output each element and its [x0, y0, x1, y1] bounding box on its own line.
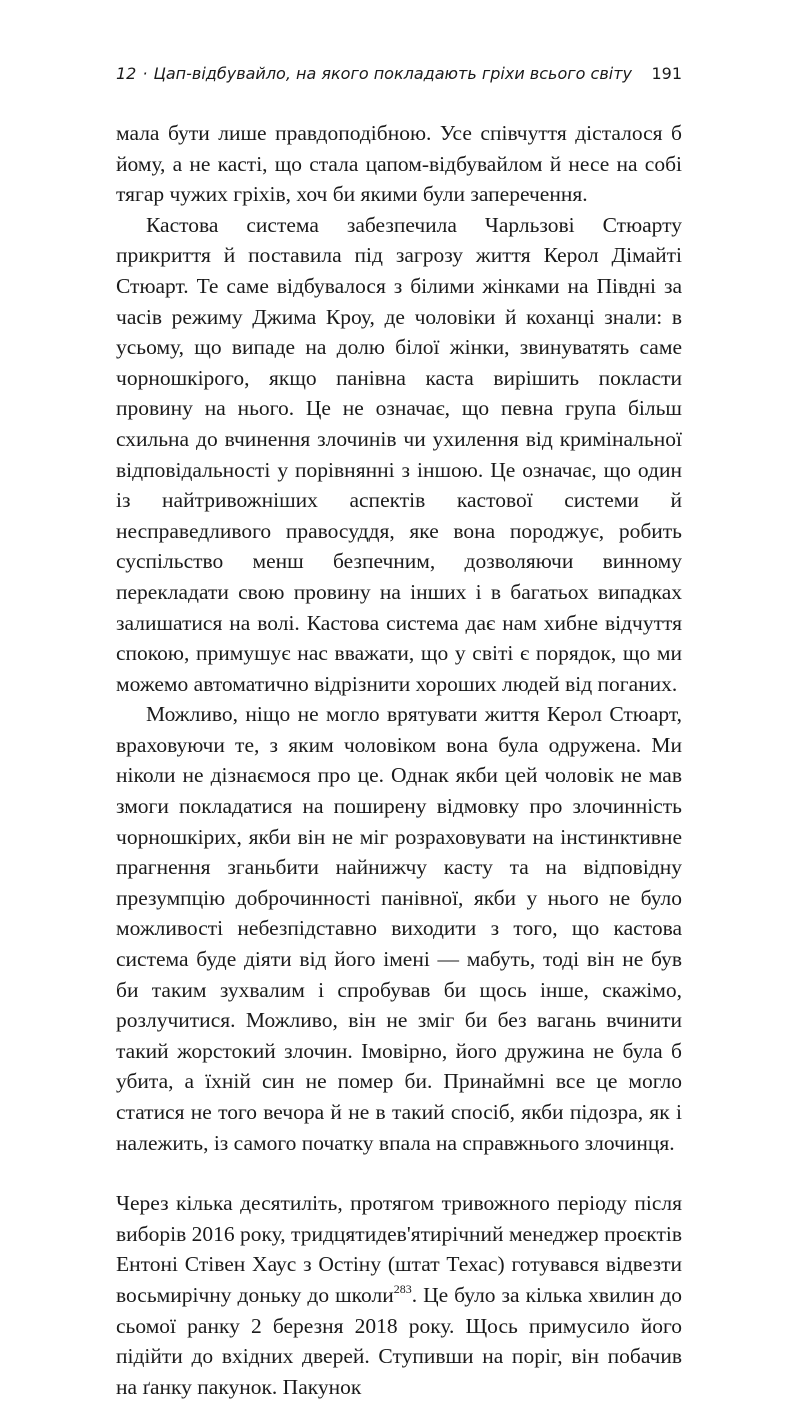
paragraph-text-before-footnote: Через кілька десятиліть, протягом тривожного періоду після виборів 2016 року, тридцятидев'ятирічний менеджер проєктів Ентоні Стівен Хаус з Остіну (штат Техас) готувався відвезти восьмирічну доньку до школи — [116, 1191, 682, 1307]
body-text — [116, 118, 682, 1402]
paragraph-anthony-house — [116, 1188, 682, 1402]
paragraph-text-after-footnote: . Це було за кілька хвилин до сьомої ранку 2 березня 2018 року. Щось примусило його підійти до вхідних дверей. Ступивши на поріг, він побачив на ґанку пакунок. Пакунок — [116, 1282, 683, 1399]
chapter-number: 12 — [116, 64, 137, 83]
chapter-heading — [116, 64, 632, 83]
chapter-title: Цап-відбувайло, на якого покладають гріхи всього світу — [153, 64, 632, 83]
footnote-marker[interactable]: 283 — [393, 1281, 412, 1296]
paragraph-continued: мала бути лише правдоподібною. Усе співчуття дісталося б йому, а не касті, що стала цапом-відбувайлом й несе на собі тягар чужих гріхів, хоч би якими були заперечення. — [116, 121, 682, 207]
running-head — [116, 64, 682, 94]
paragraph-caste-system: Кастова система забезпечила Чарльзові Стюарту прикриття й поставила під загрозу життя Керол Дімайті Стюарт. Те саме відбувалося з білими жінками на Півдні за часів режиму Джима Кроу, де чоловіки й коханці знали: в усьому, що випаде на долю білої жінки, звинуватять саме чорношкірого, якщо панівна каста вирішить покласти провину на нього. Це не означає, що певна група більш схильна до вчинення злочинів чи ухилення від кримінальної відповідальності у порівнянні з іншою. Це означає, що один із найтривожніших аспектів кастової системи й несправедливого правосуддя, яке вона породжує, робить суспільство менш безпечним, дозволяючи винному перекладати свою провину на інших і в багатьох випадках залишатися на волі. Кастова система дає нам хибне відчуття спокою, примушує нас вважати, що у світі є порядок, що ми можемо автоматично відрізнити хороших людей від поганих. — [116, 212, 682, 696]
heading-separator: · — [142, 64, 148, 83]
paragraph-carol-stuart: Можливо, ніщо не могло врятувати життя Керол Стюарт, враховуючи те, з яким чоловіком вона була одружена. Ми ніколи не дізнаємося про це. Однак якби цей чоловік не мав змоги покладатися на поширену відмовку про злочинність чорношкірих, якби він не міг розраховувати на інстинктивне прагнення зганьбити найнижчу касту та на відповідну презумпцію доброчинності панівної, якби у нього не було можливості небезпідставно виходити з того, що кастова система буде діяти від його імені — мабуть, тоді він не був би таким зухвалим і спробував би щось інше, скажімо, розлучитися. Можливо, він не зміг би без вагань вчинити такий жорстокий злочин. Імовірно, його дружина не була б убита, а їхній син не помер би. Принаймні все це могло статися не того вечора й не в такий спосіб, якби підозра, як і належить, із самого початку впала на справжнього злочинця. — [116, 702, 682, 1155]
page-number: 191 — [651, 64, 682, 83]
